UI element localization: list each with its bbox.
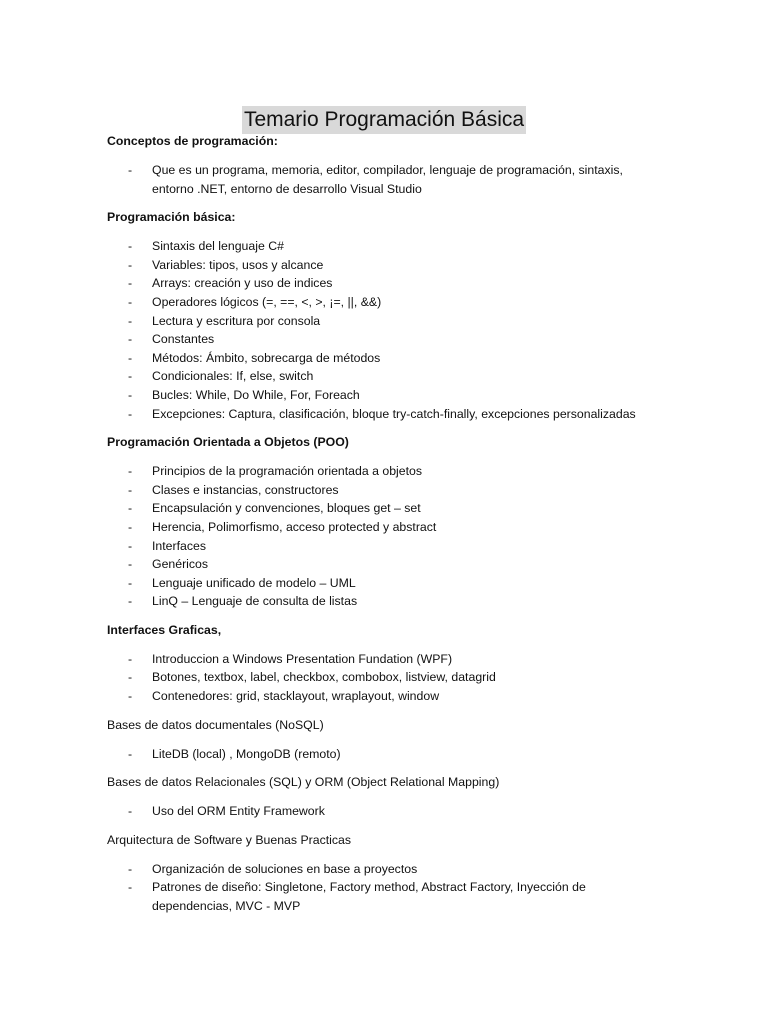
list-item-text: Operadores lógicos (=, ==, <, >, ¡=, ||, &&) (152, 294, 382, 309)
list-item-text: Arrays: creación y uso de indices (152, 276, 333, 291)
list-item (107, 687, 667, 706)
section-list (107, 802, 667, 821)
section-list (107, 237, 667, 423)
dash-bullet-icon: - (128, 257, 133, 272)
dash-bullet-icon: - (128, 482, 133, 497)
list-item-text: Métodos: Ámbito, sobrecarga de métodos (152, 350, 381, 365)
section-heading: Programación Orientada a Objetos (POO) (107, 435, 349, 450)
list-item-text: Genéricos (152, 557, 209, 572)
list-item (107, 161, 667, 198)
section-heading: Bases de datos Relacionales (SQL) y ORM (Object Relational Mapping) (107, 775, 500, 790)
dash-bullet-icon: - (128, 239, 133, 254)
list-item (107, 274, 667, 293)
list-item (107, 802, 667, 821)
list-item-text: Herencia, Polimorfismo, acceso protected y abstract (152, 519, 437, 534)
document-body (107, 132, 667, 926)
list-item (107, 386, 667, 405)
list-item-text: Organización de soluciones en base a proyectos (152, 861, 418, 876)
list-item (107, 650, 667, 669)
list-item (107, 574, 667, 593)
document-title: Temario Programación Básica (242, 106, 526, 134)
dash-bullet-icon: - (128, 557, 133, 572)
list-item-text: Lectura y escritura por consola (152, 313, 321, 328)
dash-bullet-icon: - (128, 689, 133, 704)
section-heading: Programación básica: (107, 210, 236, 225)
dash-bullet-icon: - (128, 861, 133, 876)
section-heading: Conceptos de programación: (107, 134, 278, 148)
list-item-text: Excepciones: Captura, clasificación, bloque try-catch-finally, excepciones personalizadas (152, 406, 636, 421)
dash-bullet-icon: - (128, 332, 133, 347)
list-item (107, 481, 667, 500)
list-item-text: Interfaces (152, 538, 206, 553)
list-item-text: Patrones de diseño: Singletone, Factory method, Abstract Factory, Inyección de dependencias, MVC - MVP (152, 880, 586, 914)
list-item-text: Uso del ORM Entity Framework (152, 804, 325, 819)
dash-bullet-icon: - (128, 464, 133, 479)
dash-bullet-icon: - (128, 880, 133, 895)
dash-bullet-icon: - (128, 276, 133, 291)
dash-bullet-icon: - (128, 501, 133, 516)
dash-bullet-icon: - (128, 519, 133, 534)
dash-bullet-icon: - (128, 804, 133, 819)
list-item (107, 405, 667, 424)
list-item (107, 293, 667, 312)
list-item-text: LiteDB (local) , MongoDB (remoto) (152, 746, 341, 761)
dash-bullet-icon: - (128, 387, 133, 402)
dash-bullet-icon: - (128, 350, 133, 365)
list-item (107, 256, 667, 275)
section-heading: Bases de datos documentales (NoSQL) (107, 717, 324, 732)
dash-bullet-icon: - (128, 163, 133, 177)
dash-bullet-icon: - (128, 670, 133, 685)
list-item-text: Lenguaje unificado de modelo – UML (152, 575, 356, 590)
list-item-text: Botones, textbox, label, checkbox, combobox, listview, datagrid (152, 670, 496, 685)
list-item (107, 537, 667, 556)
list-item-text: Bucles: While, Do While, For, Foreach (152, 387, 360, 402)
list-item (107, 462, 667, 481)
list-item (107, 668, 667, 687)
list-item-text: Variables: tipos, usos y alcance (152, 257, 324, 272)
dash-bullet-icon: - (128, 651, 133, 666)
section-list (107, 745, 667, 764)
dash-bullet-icon: - (128, 369, 133, 384)
list-item (107, 518, 667, 537)
list-item-text: Contenedores: grid, stacklayout, wraplayout, window (152, 689, 440, 704)
dash-bullet-icon: - (128, 594, 133, 609)
list-item-text: Sintaxis del lenguaje C# (152, 239, 284, 254)
dash-bullet-icon: - (128, 575, 133, 590)
list-item (107, 349, 667, 368)
section-list (107, 161, 667, 198)
dash-bullet-icon: - (128, 406, 133, 421)
list-item (107, 330, 667, 349)
list-item-text: Clases e instancias, constructores (152, 482, 339, 497)
dash-bullet-icon: - (128, 294, 133, 309)
list-item-text: Introduccion a Windows Presentation Fundation (WPF) (152, 651, 453, 666)
list-item (107, 555, 667, 574)
section-list (107, 462, 667, 611)
list-item (107, 745, 667, 764)
list-item (107, 367, 667, 386)
list-item-text: Constantes (152, 332, 215, 347)
list-item-text: Condicionales: If, else, switch (152, 369, 314, 384)
list-item-text: Encapsulación y convenciones, bloques get – set (152, 501, 421, 516)
list-item-text: Que es un programa, memoria, editor, compilador, lenguaje de programación, sintaxis, entorno .NET, entorno de desarrollo Visual Studio (152, 163, 623, 196)
section-list (107, 860, 667, 916)
section-heading: Arquitectura de Software y Buenas Practicas (107, 832, 352, 847)
list-item (107, 860, 667, 879)
list-item (107, 312, 667, 331)
list-item-text: Principios de la programación orientada a objetos (152, 464, 423, 479)
list-item (107, 878, 667, 915)
section-list (107, 650, 667, 706)
list-item (107, 237, 667, 256)
dash-bullet-icon: - (128, 538, 133, 553)
section-heading: Interfaces Graficas, (107, 622, 222, 637)
list-item (107, 592, 667, 611)
list-item (107, 499, 667, 518)
dash-bullet-icon: - (128, 313, 133, 328)
dash-bullet-icon: - (128, 746, 133, 761)
list-item-text: LinQ – Lenguaje de consulta de listas (152, 594, 358, 609)
